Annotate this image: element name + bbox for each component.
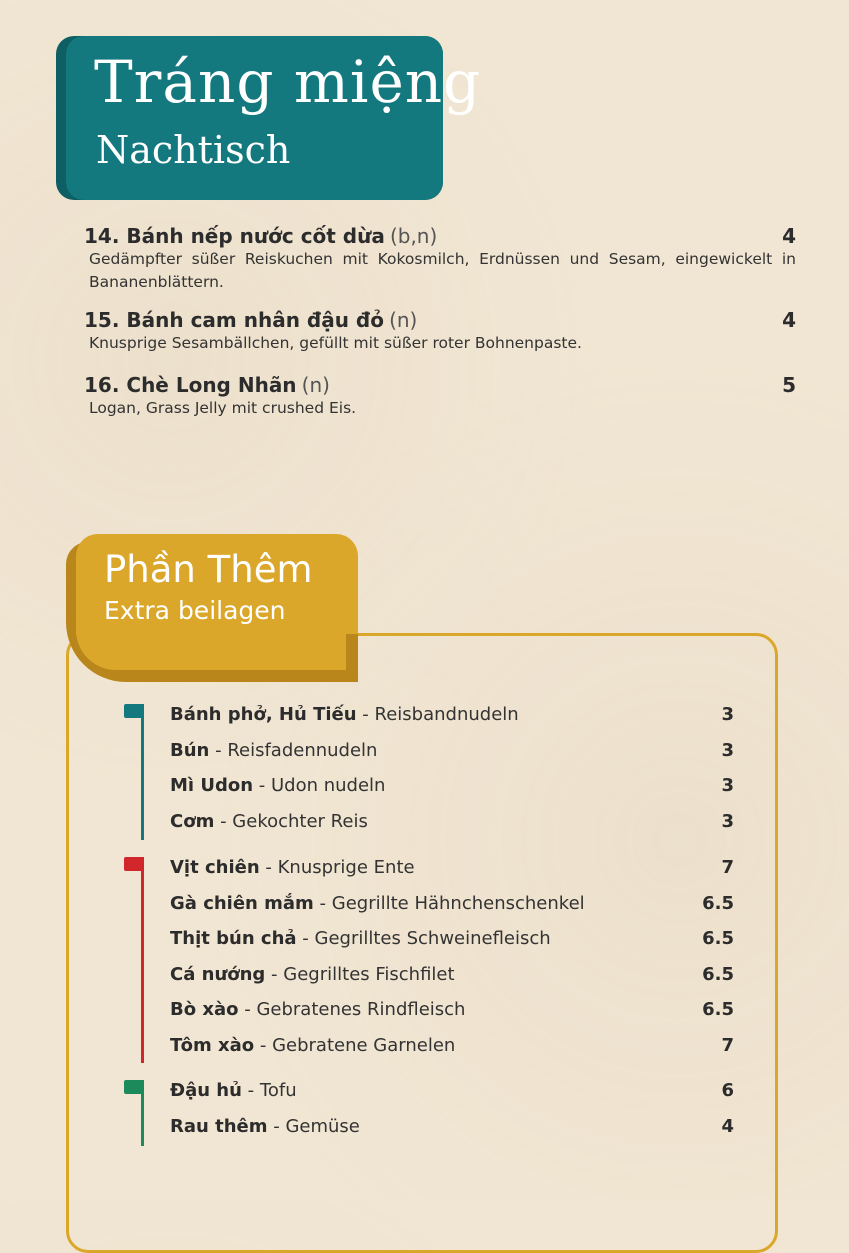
- dessert-subtitle: Nachtisch: [96, 128, 291, 172]
- extra-name: Đậu hủ: [170, 1080, 242, 1101]
- extra-item-label: Rau thêm - Gemüse: [170, 1115, 360, 1137]
- extras-subtitle: Extra beilagen: [104, 596, 286, 625]
- dish-name: 14. Bánh nếp nước cốt dừa: [84, 224, 385, 248]
- dish-title: [84, 308, 417, 332]
- extra-item-label: Vịt chiên - Knusprige Ente: [170, 857, 415, 878]
- extra-translation: Gemüse: [285, 1115, 360, 1137]
- extra-name: Cá nướng: [170, 963, 266, 985]
- extra-price: 3: [721, 775, 734, 796]
- header-panel-tail: [76, 630, 346, 670]
- extras-group-vegetarian: [124, 1080, 734, 1151]
- dish-item: [84, 373, 796, 420]
- extra-item: [124, 964, 734, 1000]
- extra-item: [124, 775, 734, 811]
- extra-item-label: Đậu hủ - Tofu: [170, 1080, 297, 1101]
- extra-name: Bánh phở, Hủ Tiếu: [170, 704, 357, 725]
- dessert-title: Tráng miệng: [94, 48, 482, 116]
- extra-item-label: Thịt bún chả - Gegrilltes Schweinefleisch: [170, 928, 551, 949]
- extra-name: Tôm xào: [170, 1034, 255, 1056]
- extra-price: 6: [721, 1080, 734, 1101]
- flag-icon: [124, 704, 144, 718]
- dessert-section-header: [56, 36, 482, 200]
- extra-item-label: Bò xào - Gebratenes Rindfleisch: [170, 999, 466, 1020]
- flag-pole: [141, 863, 144, 1063]
- extras-title: Phần Thêm: [104, 548, 313, 591]
- extra-name: Gà chiên mắm: [170, 892, 314, 914]
- extra-item: [124, 857, 734, 893]
- dish-header: [84, 308, 796, 332]
- extra-item-label: Tôm xào - Gebratene Garnelen: [170, 1034, 456, 1056]
- extra-item-label: Bún - Reisfadennudeln: [170, 739, 378, 761]
- flag-pole: [141, 710, 144, 840]
- extra-item-label: Cơm - Gekochter Reis: [170, 810, 368, 832]
- dish-name: 16. Chè Long Nhãn: [84, 373, 297, 397]
- extra-item: [124, 1080, 734, 1116]
- extra-price: 4: [721, 1115, 734, 1137]
- extras-group-proteins: [124, 857, 734, 1070]
- extra-translation: Gegrilltes Fischfilet: [283, 963, 455, 985]
- extra-price: 6.5: [702, 963, 734, 985]
- extra-item-label: Mì Udon - Udon nudeln: [170, 775, 386, 796]
- extra-price: 7: [721, 857, 734, 878]
- extra-translation: Gebratenes Rindfleisch: [256, 999, 466, 1020]
- extra-translation: Knusprige Ente: [277, 857, 415, 878]
- extra-item-label: Gà chiên mắm - Gegrillte Hähnchenschenkel: [170, 892, 585, 914]
- dish-price: 4: [782, 224, 796, 248]
- extra-price: 3: [721, 739, 734, 761]
- extra-translation: Tofu: [259, 1080, 297, 1101]
- dish-header: [84, 373, 796, 397]
- extra-price: 6.5: [702, 999, 734, 1020]
- dish-description: Logan, Grass Jelly mit crushed Eis.: [89, 399, 357, 417]
- extra-item: [124, 928, 734, 964]
- extra-item: [124, 1035, 734, 1071]
- extra-price: 6.5: [702, 892, 734, 914]
- extra-item: [124, 999, 734, 1035]
- extras-group-noodles: [124, 704, 734, 846]
- flag-icon: [124, 1080, 144, 1094]
- extra-item: [124, 740, 734, 776]
- extra-price: 6.5: [702, 928, 734, 949]
- extra-price: 3: [721, 810, 734, 832]
- extra-item-label: Cá nướng - Gegrilltes Fischfilet: [170, 963, 455, 985]
- extra-translation: Gebratene Garnelen: [272, 1034, 456, 1056]
- dish-allergen: (b,n): [389, 224, 438, 248]
- extra-name: Bún: [170, 739, 210, 761]
- extra-name: Vịt chiên: [170, 857, 260, 878]
- extra-item: [124, 811, 734, 847]
- dish-description: Knusprige Sesambällchen, gefüllt mit süßer roter Bohnenpaste.: [89, 334, 582, 352]
- dish-item: [84, 224, 796, 294]
- extra-translation: Reisbandnudeln: [374, 704, 519, 725]
- dish-title: [84, 373, 330, 397]
- extra-item: [124, 704, 734, 740]
- extra-translation: Gegrilltes Schweinefleisch: [314, 928, 551, 949]
- extra-name: Cơm: [170, 810, 215, 832]
- extras-section-header: [66, 534, 358, 682]
- dish-price: 4: [782, 308, 796, 332]
- extra-translation: Reisfadennudeln: [227, 739, 378, 761]
- extra-item-label: Bánh phở, Hủ Tiếu - Reisbandnudeln: [170, 704, 519, 725]
- dish-item: [84, 308, 796, 355]
- dish-price: 5: [782, 373, 796, 397]
- extra-translation: Udon nudeln: [270, 775, 386, 796]
- extra-name: Mì Udon: [170, 775, 254, 796]
- extra-item: [124, 893, 734, 929]
- dish-description: Gedämpfter süßer Reiskuchen mit Kokosmilch, Erdnüssen und Sesam, eingewickelt in Bananenblättern.: [89, 250, 796, 291]
- extra-name: Thịt bún chả: [170, 928, 297, 949]
- extra-price: 7: [721, 1034, 734, 1056]
- extra-translation: Gegrillte Hähnchenschenkel: [331, 892, 585, 914]
- extra-name: Bò xào: [170, 999, 239, 1020]
- dish-name: 15. Bánh cam nhân đậu đỏ: [84, 308, 384, 332]
- extra-price: 3: [721, 704, 734, 725]
- flag-icon: [124, 857, 144, 871]
- dish-header: [84, 224, 796, 248]
- dish-allergen: (n): [389, 308, 418, 332]
- extra-translation: Gekochter Reis: [232, 810, 368, 832]
- dish-allergen: (n): [301, 373, 330, 397]
- extra-name: Rau thêm: [170, 1115, 268, 1137]
- dessert-list: [84, 224, 796, 434]
- dish-title: [84, 224, 437, 248]
- extra-item: [124, 1116, 734, 1152]
